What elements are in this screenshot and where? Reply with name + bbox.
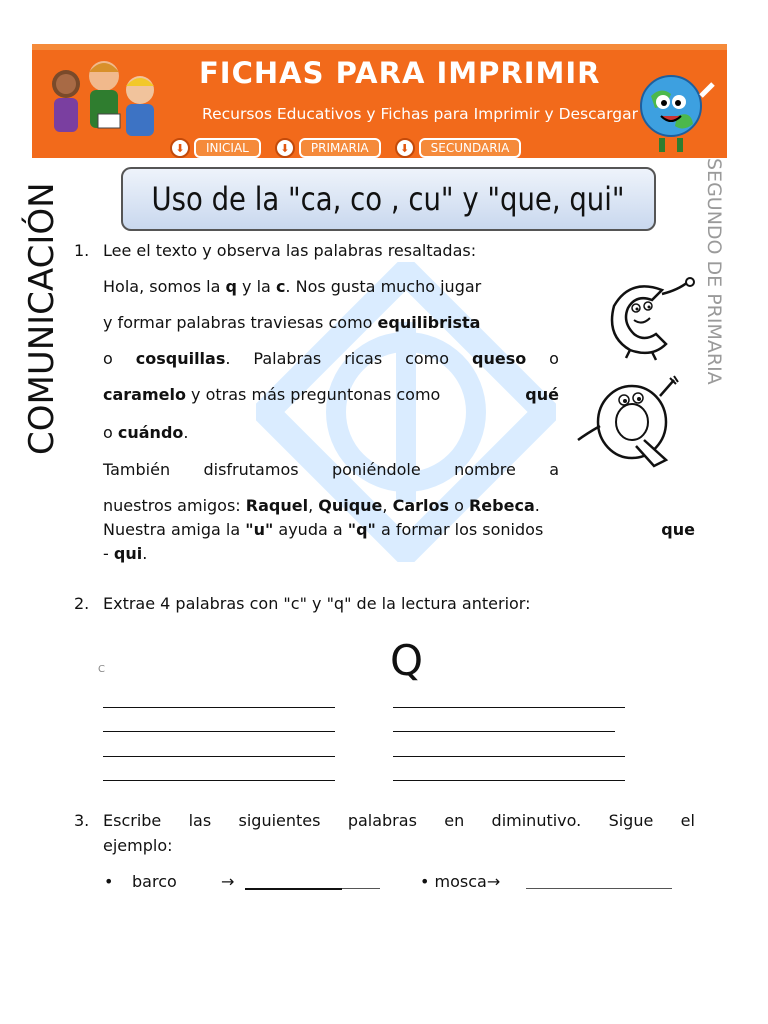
q1-line-9: [103, 544, 147, 563]
text-run: en: [444, 811, 465, 830]
text-run: poniéndole: [331, 460, 421, 479]
text-run: Sigue: [608, 811, 654, 830]
header-banner: [32, 44, 727, 158]
q1-line-3: [103, 349, 559, 368]
text-run: .: [183, 423, 189, 442]
globe-mascot-icon: [631, 66, 719, 158]
q3-instruction-line-2: ejemplo:: [103, 836, 173, 855]
text-run: palabras: [347, 811, 417, 830]
c-answer-line-2[interactable]: [103, 731, 335, 732]
q-answer-line-3[interactable]: [393, 756, 625, 757]
highlight-word: Rebeca: [468, 496, 535, 515]
arrow-right-icon: →: [221, 872, 235, 891]
letter-c-character-icon: [600, 272, 700, 362]
down-arrow-icon: ⬇: [395, 138, 415, 158]
text-run: Palabras: [253, 349, 322, 368]
c-answer-line-1[interactable]: [103, 707, 335, 708]
q1-line-6: [103, 460, 559, 479]
text-run: o: [449, 496, 469, 515]
q1-line-8: [103, 520, 695, 539]
nav-secundaria[interactable]: [395, 136, 522, 160]
q-column-letter: Q: [390, 636, 424, 685]
c-answer-line-4[interactable]: [103, 780, 335, 781]
text-run: a formar los sonidos: [375, 520, 544, 539]
highlight-word: q: [225, 277, 237, 296]
highlight-word: cosquillas: [135, 349, 226, 368]
text-run: Nuestra amiga la: [103, 520, 246, 539]
text-run: ayuda a: [273, 520, 348, 539]
text-run: ,: [308, 496, 319, 515]
highlight-word: equilibrista: [377, 313, 481, 332]
text-run: el: [680, 811, 695, 830]
title-box: [121, 167, 656, 231]
watermark-logo: [256, 262, 556, 562]
text-run: [136, 349, 231, 368]
text-run: disfrutamos: [203, 460, 299, 479]
highlight-word: Carlos: [392, 496, 450, 515]
text-run: y la: [236, 277, 276, 296]
text-run: a: [549, 460, 559, 479]
subject-label: COMUNICACIÓN: [22, 182, 62, 455]
barco-answer-line-thin[interactable]: [342, 888, 380, 889]
nav-primaria-label: PRIMARIA: [299, 138, 381, 158]
q3-number: 3.: [74, 811, 90, 830]
down-arrow-icon: ⬇: [275, 138, 295, 158]
q2-number: 2.: [74, 594, 90, 613]
text-run: las: [188, 811, 212, 830]
text-run: diminutivo.: [491, 811, 582, 830]
bullet-icon: •: [104, 872, 114, 891]
highlight-word: c: [275, 277, 286, 296]
text-run: Hola, somos la: [103, 277, 226, 296]
text-run: y formar palabras traviesas como: [103, 313, 378, 332]
highlight-word: "u": [245, 520, 274, 539]
grade-label: SEGUNDO DE PRIMARIA: [703, 158, 725, 385]
nav-inicial[interactable]: [170, 136, 261, 160]
highlight-word: cuándo: [117, 423, 184, 442]
barco-answer-line-bold[interactable]: [245, 888, 342, 890]
text-run: . Nos gusta mucho jugar: [285, 277, 482, 296]
site-title: FICHAS PARA IMPRIMIR: [199, 56, 601, 90]
nav-inicial-label: INICIAL: [194, 138, 261, 158]
highlight-word: qué: [525, 385, 559, 404]
text-run: [103, 385, 440, 404]
text-run: nuestros amigos:: [103, 496, 246, 515]
c-answer-line-3[interactable]: [103, 756, 335, 757]
q1-line-1: [103, 277, 481, 296]
letter-q-character-icon: [570, 374, 692, 474]
text-run: -: [103, 544, 114, 563]
q1-number: 1.: [74, 241, 90, 260]
highlight-word: "q": [347, 520, 376, 539]
text-run: o: [103, 349, 113, 368]
text-run: Escribe: [103, 811, 162, 830]
nav-primaria[interactable]: [275, 136, 381, 160]
text-run: nombre: [454, 460, 516, 479]
text-run: como: [405, 349, 450, 368]
q1-line-5: [103, 423, 188, 442]
c-column-letter: C: [98, 664, 105, 675]
text-run: .: [534, 496, 540, 515]
q-answer-line-1[interactable]: [393, 707, 625, 708]
q1-line-2: [103, 313, 480, 332]
kids-illustration: [38, 54, 168, 158]
q3-instruction-line-1: [103, 811, 695, 830]
diminutive-word-barco: barco: [132, 872, 177, 891]
text-run: .: [142, 544, 148, 563]
text-run: o: [549, 349, 559, 368]
worksheet-title: Uso de la "ca, co , cu" y "que, qui": [151, 180, 626, 218]
text-run: ,: [382, 496, 393, 515]
highlight-word: caramelo: [103, 385, 186, 404]
text-run: siguientes: [238, 811, 321, 830]
text-run: ricas: [344, 349, 383, 368]
highlight-word: que: [661, 520, 695, 539]
text-run: y otras más preguntonas como: [185, 385, 441, 404]
down-arrow-icon: ⬇: [170, 138, 190, 158]
q2-instruction: Extrae 4 palabras con "c" y "q" de la lectura anterior:: [103, 594, 531, 613]
highlight-word: qui: [113, 544, 143, 563]
highlight-word: Raquel: [245, 496, 309, 515]
text-run: .: [225, 349, 231, 368]
q1-instruction: Lee el texto y observa las palabras resaltadas:: [103, 241, 477, 260]
mosca-answer-line[interactable]: [526, 888, 672, 889]
highlight-word: Quique: [318, 496, 383, 515]
q1-line-7: [103, 496, 540, 515]
q-answer-line-4[interactable]: [393, 780, 625, 781]
nav-bar: [170, 136, 535, 160]
highlight-word: queso: [472, 349, 527, 368]
q1-line-4: [103, 385, 559, 404]
text-run: o: [103, 423, 118, 442]
diminutive-word-mosca: • mosca→: [420, 872, 501, 891]
q-answer-line-2[interactable]: [393, 731, 615, 732]
nav-secundaria-label: SECUNDARIA: [419, 138, 522, 158]
text-run: También: [103, 460, 171, 479]
text-run: [103, 520, 543, 539]
site-subtitle: Recursos Educativos y Fichas para Imprimir y Descargar: [202, 105, 638, 123]
